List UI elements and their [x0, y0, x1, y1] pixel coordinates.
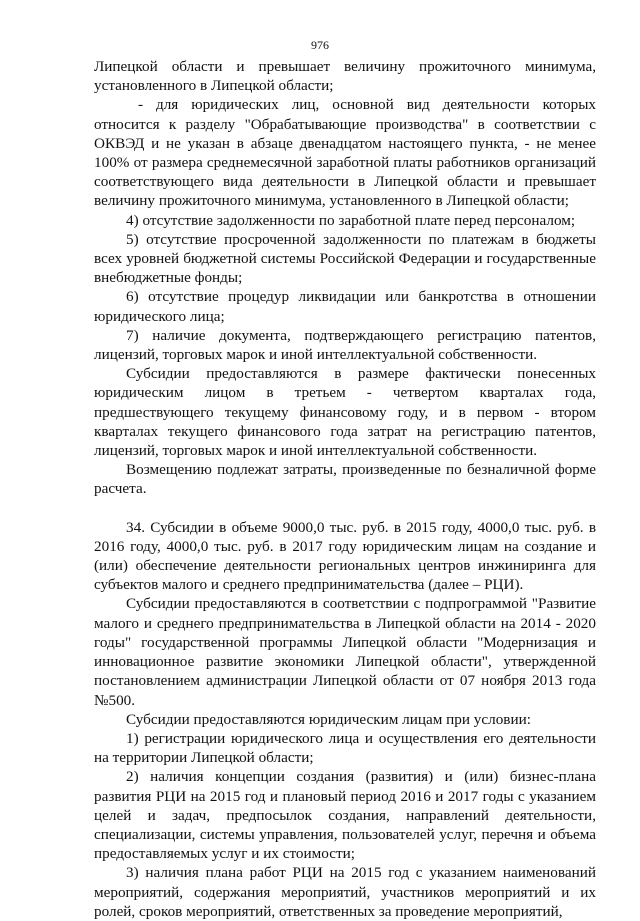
- paragraph-section-34: 34. Субсидии в объеме 9000,0 тыс. руб. в 2015 году, 4000,0 тыс. руб. в 2016 году, 4000,0 тыс. руб. в 2017 году юридическим лицам на создание и (или) обеспечение деятельности региональных центров инжиниринга для субъектов малого и среднего предпринимательства (далее – РЦИ).: [94, 518, 596, 594]
- paragraph-condition-4: 4) отсутствие задолженности по заработной плате перед персоналом;: [126, 211, 576, 229]
- paragraph-subsidy-amount: Субсидии предоставляются в размере фактически понесенных юридическим лицом в третьем - четвертом кварталах года, предшествующего текущему финансовому году, и в первом - втором кварталах текущего финансового года затрат на регистрацию патентов, лицензий, торговых марок и иной интеллектуальной собственности.: [94, 365, 596, 460]
- paragraph-conditions-intro: Субсидии предоставляются юридическим лицам при условии:: [126, 710, 531, 728]
- paragraph-continuation: Липецкой области и превышает величину прожиточного минимума, установленного в Липецкой области;: [94, 58, 596, 95]
- paragraph-condition-5: 5) отсутствие просроченной задолженности по платежам в бюджеты всех уровней бюджетной системы Российской Федерации и государственные внебюджетные фонды;: [94, 230, 596, 287]
- paragraph-industry-wage-condition: - для юридических лиц, основной вид деятельности которых относится к разделу "Обрабатывающие производства" в соответствии с ОКВЭД и не указан в абзаце двенадцатом настоящего пункта, - не менее 100% от размера среднемесячной заработной платы работников организаций соответствующего вида деятельности в Липецкой области и превышает величину прожиточного минимума, установленного в Липецкой области;: [94, 96, 596, 210]
- paragraph-subprogram: Субсидии предоставляются в соответствии с подпрограммой "Развитие малого и среднего предпринимательства в Липецкой области на 2014 - 2020 годы" государственной программы Липецкой области "Модернизация и инновационное развитие экономики Липецкой области", утвержденной постановлением администрации Липецкой области от 07 ноября 2013 года №500.: [94, 595, 596, 709]
- page-number: 976: [311, 38, 329, 52]
- paragraph-cashless-payment: Возмещению подлежат затраты, произведенные по безналичной форме расчета.: [94, 461, 596, 498]
- paragraph-rci-condition-3: 3) наличия плана работ РЦИ на 2015 год с указанием наименований мероприятий, содержания мероприятий, участников мероприятий и их ролей, сроков мероприятий, ответственных за проведение мероприятий,: [94, 864, 596, 920]
- document-body: [94, 57, 596, 921]
- paragraph-rci-condition-2: 2) наличия концепции создания (развития) и (или) бизнес-плана развития РЦИ на 2015 год и плановый период 2016 и 2017 годы с указанием целей и задач, предпосылок создания, направлений деятельности, специализации, системы управления, пользователей услуг, перечня и объема предоставляемых услуг и их стоимости;: [94, 768, 596, 863]
- paragraph-condition-6: 6) отсутствие процедур ликвидации или банкротства в отношении юридического лица;: [94, 288, 596, 325]
- paragraph-condition-7: 7) наличие документа, подтверждающего регистрацию патентов, лицензий, торговых марок и иной интеллектуальной собственности.: [94, 326, 596, 364]
- paragraph-rci-condition-1: 1) регистрации юридического лица и осуществления его деятельности на территории Липецкой области;: [94, 729, 596, 767]
